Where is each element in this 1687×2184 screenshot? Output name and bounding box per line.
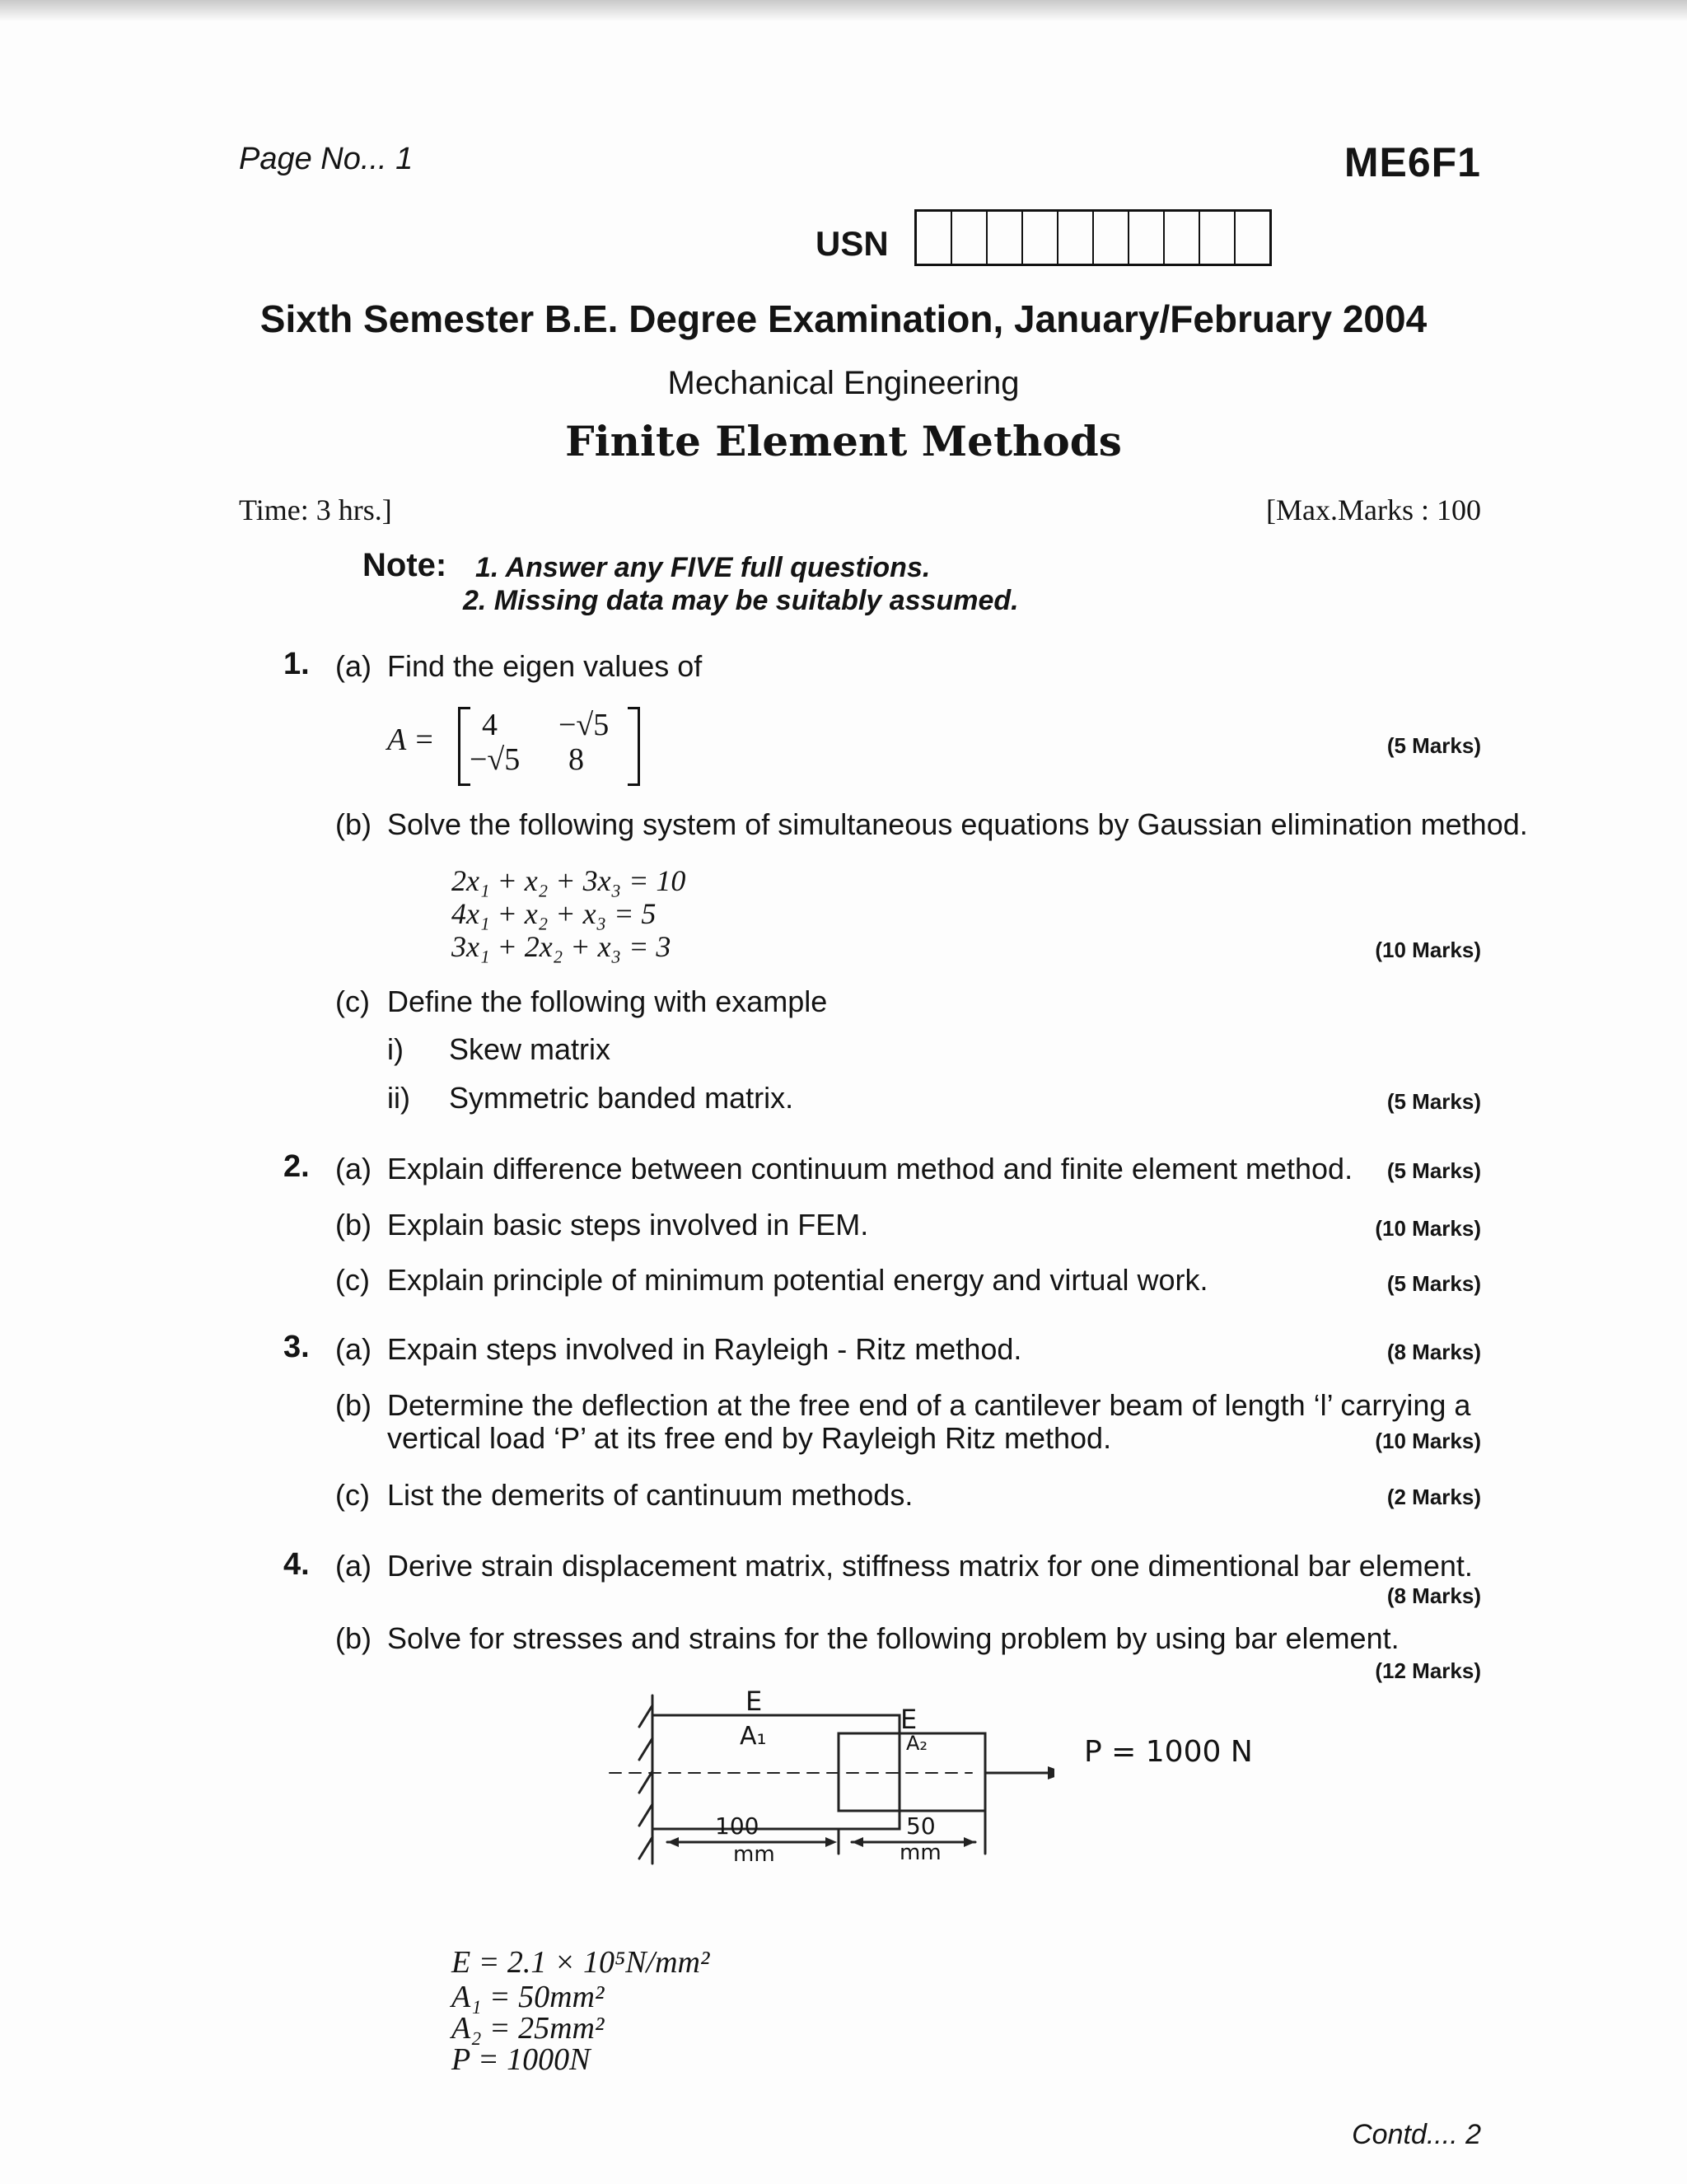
marks: (10 Marks) xyxy=(1375,1216,1481,1241)
part-label: (b) xyxy=(335,1621,372,1655)
marks: (8 Marks) xyxy=(1386,1583,1481,1608)
question-text: Expain steps involved in Rayleigh - Ritz method. xyxy=(387,1332,1022,1366)
fig-label-a1: A₁ xyxy=(740,1722,767,1751)
usn-box xyxy=(1129,212,1165,264)
time-allowed: Time: 3 hrs.] xyxy=(239,493,392,526)
usn-box xyxy=(917,212,952,264)
fig-label-a2: A₂ xyxy=(906,1732,928,1755)
fig-label-e1: E xyxy=(745,1686,763,1717)
usn-box xyxy=(1236,212,1269,264)
sub-part-label: i) xyxy=(387,1032,404,1066)
usn-box xyxy=(1165,212,1200,264)
question-text: Define the following with example xyxy=(387,984,828,1018)
question-text: vertical load ‘P’ at its free end by Rayleigh Ritz method. xyxy=(387,1421,1112,1455)
marks: (8 Marks) xyxy=(1386,1340,1481,1364)
sub-part-text: Symmetric banded matrix. xyxy=(449,1081,794,1115)
equation: 4x₁ + x₂ + x₃ = 5 xyxy=(451,897,657,930)
fig-length-1-unit: mm xyxy=(733,1842,775,1867)
question-text: Explain principle of minimum potential energy and virtual work. xyxy=(387,1263,1208,1297)
equation: 2x₁ + x₂ + 3x₃ = 10 xyxy=(451,864,686,897)
part-label: (a) xyxy=(335,1152,372,1186)
usn-box xyxy=(988,212,1023,264)
part-label: (c) xyxy=(335,1263,370,1297)
given-data: A₁ = 50mm² xyxy=(451,1980,605,2014)
question-text: Solve the following system of simultaneous equations by Gaussian elimination method. xyxy=(387,807,1528,841)
note-line-2: 2. Missing data may be suitably assumed. xyxy=(463,585,1019,616)
load-arrow-head xyxy=(1048,1766,1054,1779)
question-number: 2. xyxy=(283,1149,310,1184)
marks: (5 Marks) xyxy=(1386,1089,1481,1114)
subject-title: Finite Element Methods xyxy=(565,417,1122,465)
marks: (5 Marks) xyxy=(1386,733,1481,758)
continued-note: Contd.... 2 xyxy=(1352,2119,1481,2150)
equation: 3x₁ + 2x₂ + x₃ = 3 xyxy=(451,930,671,963)
part-label: (a) xyxy=(335,649,372,683)
sub-part-text: Skew matrix xyxy=(449,1032,611,1066)
usn-box xyxy=(1094,212,1129,264)
marks: (10 Marks) xyxy=(1375,938,1481,962)
question-number: 4. xyxy=(283,1547,310,1582)
scan-edge xyxy=(0,0,1687,21)
fig-length-2-unit: mm xyxy=(900,1840,942,1865)
question-text: Solve for stresses and strains for the following problem by using bar element. xyxy=(387,1621,1400,1655)
matrix-cell: 8 xyxy=(568,742,584,777)
matrix-cell: −√5 xyxy=(470,742,521,777)
question-number: 1. xyxy=(283,647,310,681)
part-label: (c) xyxy=(335,1478,370,1512)
usn-box xyxy=(952,212,988,264)
fig-label-e2: E xyxy=(900,1704,918,1735)
sub-part-label: ii) xyxy=(387,1081,410,1115)
part-label: (b) xyxy=(335,1208,372,1242)
question-text: Explain basic steps involved in FEM. xyxy=(387,1208,869,1242)
matrix-cell: 4 xyxy=(482,708,498,742)
usn-box xyxy=(1023,212,1058,264)
given-data: E = 2.1 × 10⁵N/mm² xyxy=(451,1945,710,1980)
question-text: Explain difference between continuum method and finite element method. xyxy=(387,1152,1353,1186)
matrix-lhs: A = xyxy=(387,723,435,757)
paper-code: ME6F1 xyxy=(1344,139,1481,185)
exam-title: Sixth Semester B.E. Degree Examination, January/February 2004 xyxy=(259,297,1428,340)
part-label: (b) xyxy=(335,807,372,841)
given-data: A₂ = 25mm² xyxy=(451,2011,605,2046)
matrix-left-bracket xyxy=(458,707,470,786)
marks: (5 Marks) xyxy=(1386,1271,1481,1296)
stepped-bar-figure xyxy=(593,1681,1054,1878)
part-label: (b) xyxy=(335,1388,372,1422)
usn-label: USN xyxy=(815,224,889,263)
part-label: (a) xyxy=(335,1332,372,1366)
usn-box xyxy=(1200,212,1236,264)
note-label: Note: xyxy=(362,547,447,583)
page-number: Page No... 1 xyxy=(239,142,414,176)
marks: (12 Marks) xyxy=(1375,1658,1481,1683)
max-marks: [Max.Marks : 100 xyxy=(1266,493,1481,526)
fig-load-label: P = 1000 N xyxy=(1084,1735,1253,1769)
matrix-right-bracket xyxy=(628,707,640,786)
note-line-1: 1. Answer any FIVE full questions. xyxy=(475,552,931,583)
given-data: P = 1000N xyxy=(451,2042,591,2077)
matrix-cell: −√5 xyxy=(558,708,610,742)
fig-length-2: 50 xyxy=(906,1812,936,1840)
fig-length-1: 100 xyxy=(715,1812,759,1840)
marks: (2 Marks) xyxy=(1386,1485,1481,1509)
question-text: List the demerits of cantinuum methods. xyxy=(387,1478,914,1512)
question-text: Derive strain displacement matrix, stiffness matrix for one dimentional bar element. xyxy=(387,1549,1473,1583)
usn-boxes xyxy=(914,209,1272,266)
part-label: (c) xyxy=(335,984,370,1018)
branch-title: Mechanical Engineering xyxy=(667,365,1020,401)
marks: (10 Marks) xyxy=(1375,1429,1481,1453)
question-text: Determine the deflection at the free end of a cantilever beam of length ‘l’ carrying a xyxy=(387,1388,1471,1422)
usn-box xyxy=(1058,212,1094,264)
question-number: 3. xyxy=(283,1330,310,1364)
marks: (5 Marks) xyxy=(1386,1158,1481,1183)
question-text: Find the eigen values of xyxy=(387,649,703,683)
part-label: (a) xyxy=(335,1549,372,1583)
